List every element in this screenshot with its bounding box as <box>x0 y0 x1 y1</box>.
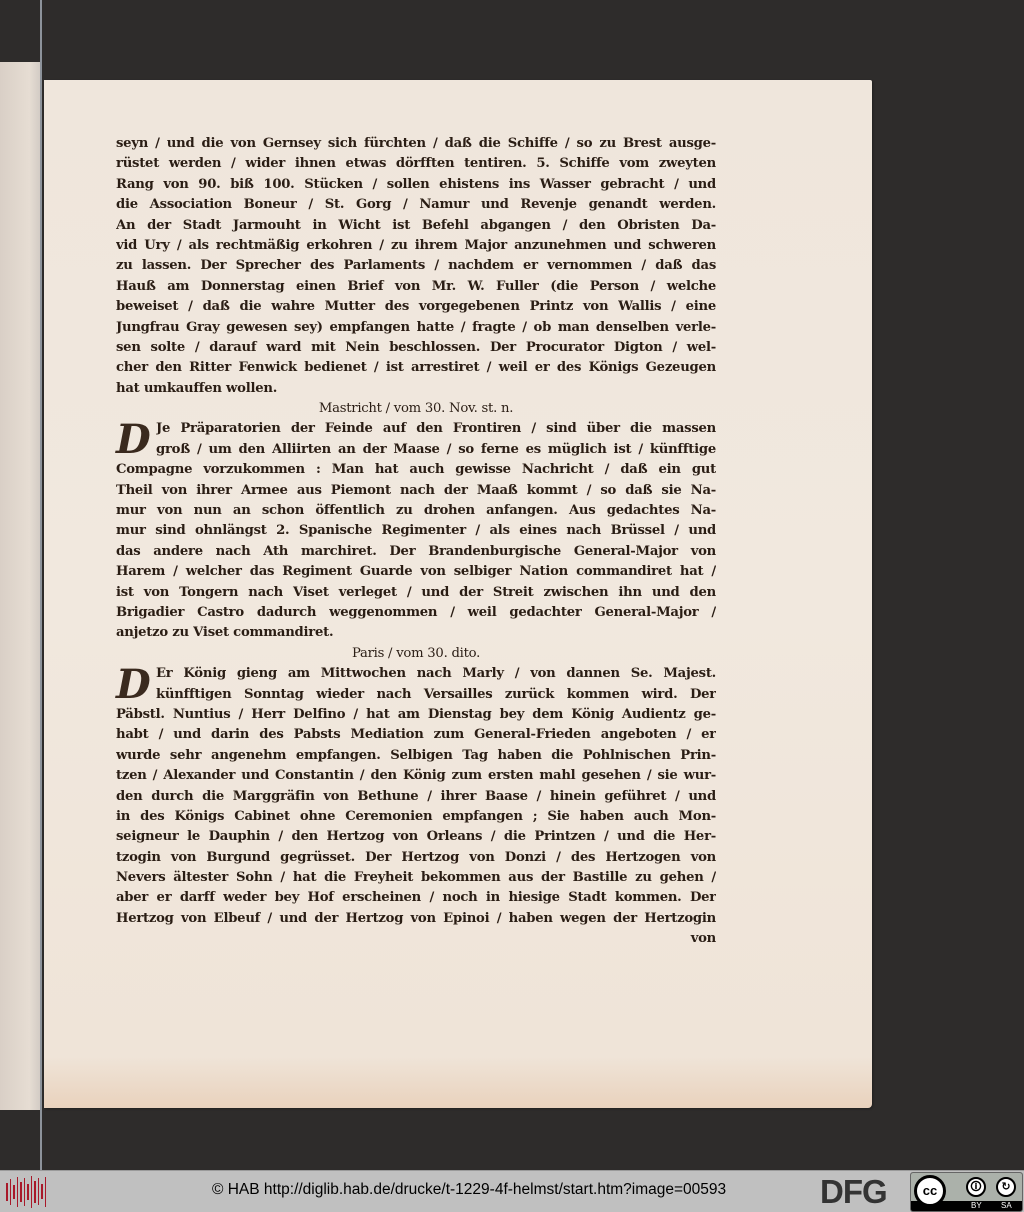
text-line: das andere nach Ath marchiret. Der Brandenburgische General-Major von <box>116 543 716 559</box>
text-line: Päbstl. Nuntius / Herr Delfino / hat am Dienstag bey dem König Audientz ge- <box>116 706 716 722</box>
text-line: Brigadier Castro dadurch weggenommen / weil gedachter General-Major / <box>116 604 716 620</box>
text-line: cher den Ritter Fenwick bedienet / ist arrestiret / weil er des Königs Gezeugen <box>116 360 716 376</box>
text-line: wurde sehr angenehm empfangen. Selbigen Tag haben die Pohlnischen Prin- <box>116 747 716 763</box>
text-line: die Association Boneur / St. Gorg / Namur und Revenje genandt werden. <box>116 197 716 213</box>
hab-logo-icon <box>6 1175 46 1208</box>
text-line: Nevers ältester Sohn / hat die Freyheit bekommen aus der Bastille zu gehen / <box>116 870 716 886</box>
text-line: An der Stadt Jarmouht in Wicht ist Befehl abgangen / den Obristen Da- <box>116 217 716 233</box>
dateline-heading-mastricht: Mastricht / vom 30. Nov. st. n. <box>318 401 514 417</box>
text-line: seyn / und die von Gernsey sich fürchten / daß die Schiffe / so zu Brest ausge- <box>116 136 716 151</box>
text-line: vid Ury / als rechtmäßig erkohren / zu ihrem Major anzunehmen und schweren <box>116 237 716 253</box>
dateline-heading-paris: Paris / vom 30. dito. <box>351 645 481 661</box>
cc-license-badge[interactable] <box>910 1172 1023 1212</box>
text-line: anjetzo zu Viset commandiret. <box>116 625 334 641</box>
copyright-url-text[interactable]: © HAB http://diglib.hab.de/drucke/t-1229-4f-helmst/start.htm?image=00593 <box>212 1181 727 1198</box>
paragraph-continuation <box>116 134 716 399</box>
drop-cap: D <box>116 661 151 709</box>
text-line: habt / und darin des Pabsts Mediation zum General-Frieden angeboten / er <box>116 727 716 743</box>
drop-cap: D <box>116 416 151 464</box>
text-line: zu lassen. Der Sprecher des Parlaments / nachdem er vernommen / daß das <box>116 258 716 274</box>
share-alike-icon: ↻ <box>996 1177 1016 1197</box>
page-text <box>116 134 716 950</box>
text-line: Theil von ihrer Armee aus Piemont nach der Maaß kommt / so daß sie Na- <box>116 482 716 498</box>
text-line: in des Königs Cabinet ohne Ceremonien empfangen ; Sie haben auch Mon- <box>116 808 716 824</box>
text-line: Hertzog von Elbeuf / und der Hertzog von Epinoi / haben wegen der Hertzogin <box>116 910 716 926</box>
catchword: von <box>690 931 716 947</box>
text-line: groß / um den Alliirten an der Maase / so ferne es müglich ist / künfftige <box>156 441 716 457</box>
text-line: Compagne vorzukommen : Man hat auch gewisse Nachricht / daß ein gut <box>116 462 716 478</box>
text-line: aber er darff weder bey Hof erscheinen / noch in hiesige Stadt kommen. Der <box>116 890 716 906</box>
cc-icon: cc <box>914 1175 946 1207</box>
text-line: Harem / welcher das Regiment Guarde von selbiger Nation commandiret hat / <box>116 564 716 580</box>
sa-label: SA <box>1001 1201 1012 1210</box>
left-page-edge <box>0 62 42 1110</box>
text-line: sen solte / darauf ward mit Nein beschlossen. Der Procurator Digton / wel- <box>116 339 716 355</box>
paragraph-paris <box>116 661 716 929</box>
dropcap-line <box>116 661 716 709</box>
text-line: mur von nun an schon öffentlich zu drohen anfangen. Aus gedachtes Na- <box>116 503 716 519</box>
text-line: seigneur le Dauphin / den Hertzog von Orleans / die Printzen / und die Her- <box>116 829 716 845</box>
dropcap-line <box>116 416 716 464</box>
text-line: Je Präparatorien der Feinde auf den Frontiren / sind über die massen <box>156 421 716 437</box>
person-icon: 🛈 <box>966 1177 986 1197</box>
text-line: ist von Tongern nach Viset verleget / und der Streit zwischen ihn und den <box>116 584 716 600</box>
dfg-logo: DFG <box>820 1173 887 1210</box>
text-line: Hauß am Donnerstag einen Brief von Mr. W. Fuller (die Person / welche <box>116 278 716 294</box>
text-line: tzen / Alexander und Constantin / den König zum ersten mahl gesehen / sie wur- <box>116 768 716 784</box>
text-line: künfftigen Sonntag wieder nach Versailles zurück kommen wird. Der <box>156 686 716 702</box>
by-label: BY <box>971 1201 982 1210</box>
text-line: beweiset / daß die wahre Mutter des vorgegebenen Printz von Wallis / eine <box>116 299 716 315</box>
paragraph-mastricht <box>116 416 716 643</box>
text-line: Jungfrau Gray gewesen sey) empfangen hatte / fragte / ob man denselben verle- <box>116 319 716 335</box>
text-line: Rang von 90. biß 100. Stücken / sollen ehistens ins Wasser gebracht / und <box>116 176 716 192</box>
text-line: Er König gieng am Mittwochen nach Marly / von dannen Se. Majest. <box>156 666 716 682</box>
document-page <box>44 80 872 1108</box>
text-line: hat umkauffen wollen. <box>116 380 278 396</box>
text-line: rüstet werden / wider ihnen etwas dörfften tentiren. 5. Schiffe vom zweyten <box>116 156 716 172</box>
text-line: mur sind ohnlängst 2. Spanische Regimenter / als eines nach Brüssel / und <box>116 523 716 539</box>
text-line: den durch die Marggräfin von Bethune / ihrer Baase / hinein geführet / und <box>116 788 716 804</box>
text-line: tzogin von Burgund gegrüsset. Der Hertzog von Donzi / des Hertzogen von <box>116 849 716 865</box>
footer-bar <box>0 1170 1024 1212</box>
binding-line <box>40 0 42 1170</box>
